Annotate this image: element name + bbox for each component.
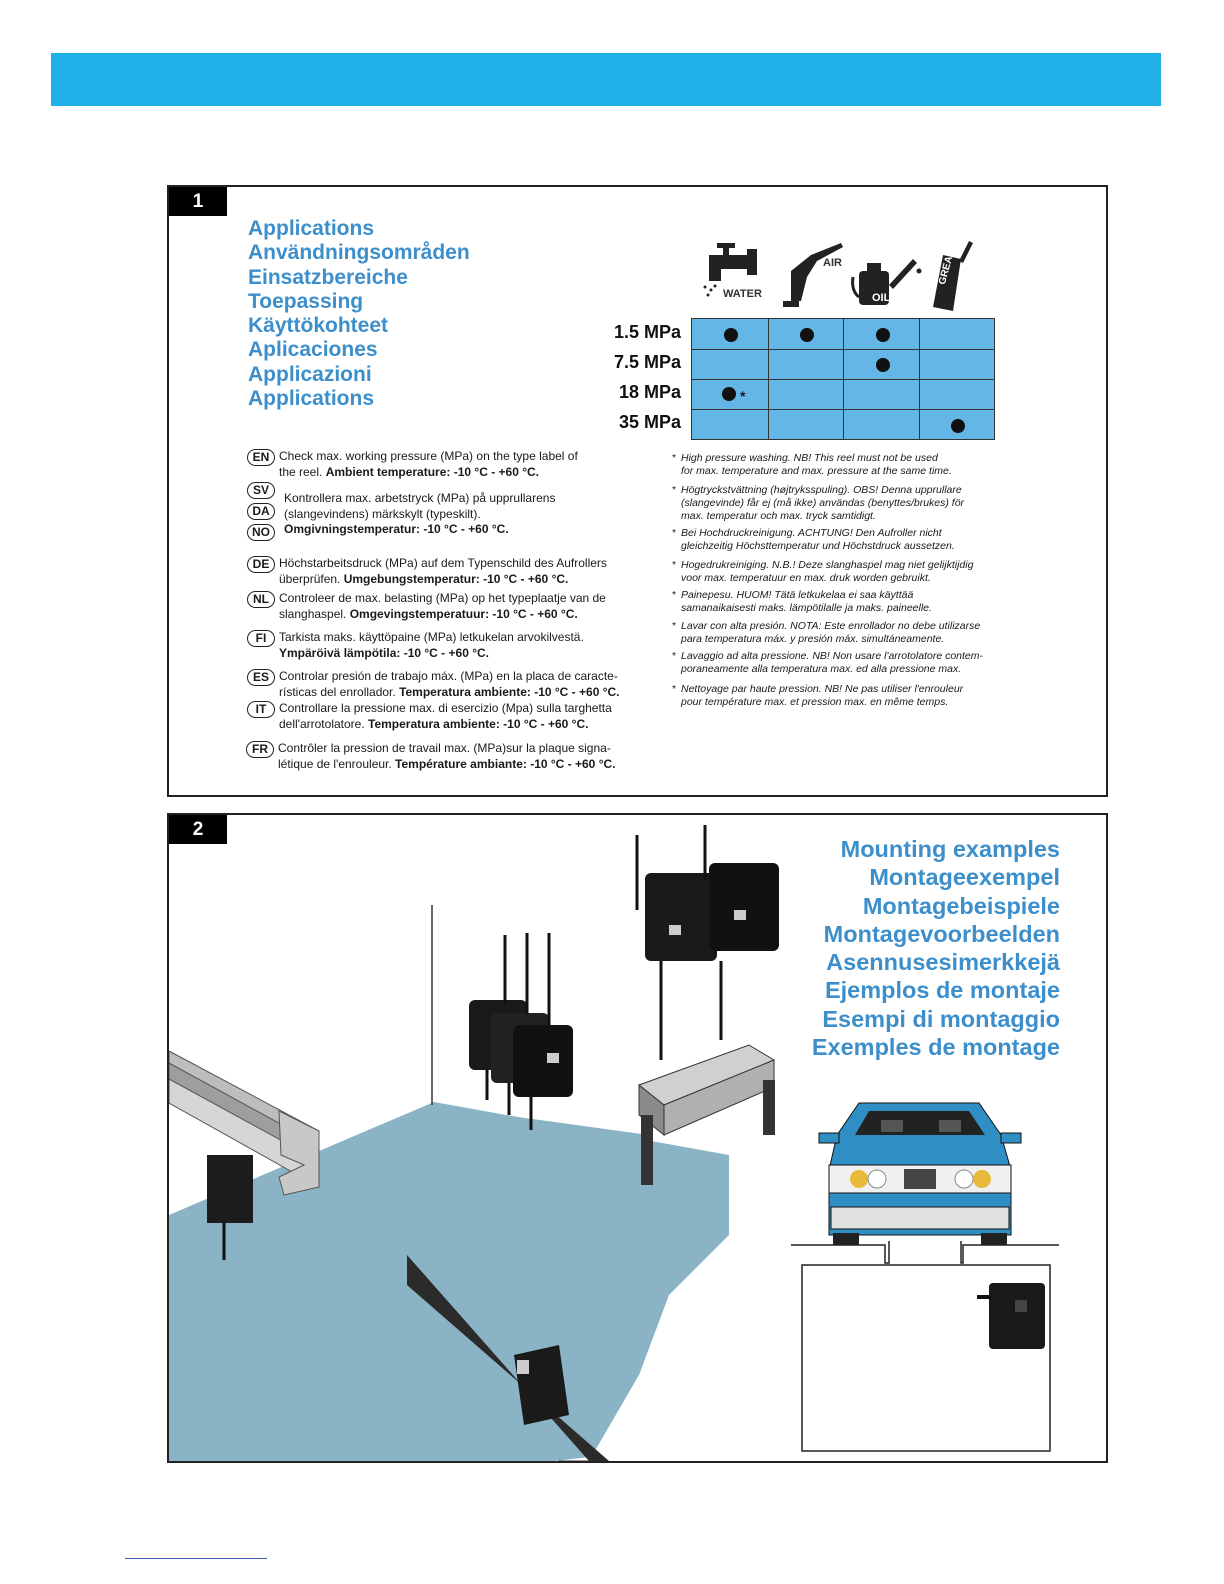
lang-text: (slangevindens) märkskylt (typeskilt). — [284, 506, 481, 521]
applicable-dot — [876, 358, 890, 372]
lang-temperature: Omgevingstemperatuur: -10 °C - +60 °C. — [349, 606, 578, 621]
mount-title: Asennusesimerkkejä — [826, 949, 1060, 976]
mount-title: Ejemplos de montaje — [824, 977, 1060, 1004]
lang-nl — [247, 591, 606, 622]
lang-code-badge: NL — [247, 591, 275, 608]
lang-de — [247, 556, 607, 587]
wall-reels-triple — [469, 933, 573, 1130]
water-label: WATER — [723, 288, 762, 300]
footnote: * Painepesu. HUOM! Tätä letkukelaa ei saa käyttää samanaikaisesti maks. lämpötilalle ja maks. paineelle. — [672, 589, 932, 614]
grease-label: GREASE — [937, 242, 959, 286]
header-banner — [51, 53, 1161, 106]
applicable-dot — [951, 419, 965, 433]
app-title: Applicazioni — [248, 362, 372, 386]
footnote-star: * — [740, 388, 746, 404]
applicable-dot — [800, 328, 814, 342]
mount-title: Esempi di montaggio — [822, 1005, 1060, 1032]
app-title: Applications — [248, 387, 375, 411]
lang-text: the reel. — [279, 464, 326, 479]
mounting-titles — [812, 835, 1060, 1061]
lang-code-badge: DE — [247, 556, 275, 573]
mount-title: Montagevoorbeelden — [823, 920, 1060, 947]
mounting-panel — [167, 813, 1108, 1463]
lang-temperature: Température ambiante: -10 °C - +60 °C. — [395, 756, 616, 771]
mount-title: Montagebeispiele — [862, 892, 1060, 919]
wall-reels-double — [637, 825, 779, 1060]
lang-fr — [246, 741, 616, 772]
footnote: * Bei Hochdruckreinigung. ACHTUNG! Den Aufroller nicht gleichzeitig Höchsttemperatur und Höchstdruck aussetzen. — [672, 527, 955, 552]
lang-text: Controllare la pressione max. di esercizio (Mpa) sulla targhetta — [279, 701, 612, 715]
lang-en — [247, 449, 578, 480]
applicable-dot — [722, 387, 736, 401]
lang-text: Controlar presión de trabajo máx. (MPa) en la placa de caracte- — [279, 669, 618, 683]
app-title: Käyttökohteet — [248, 314, 389, 338]
lang-text: Controleer de max. belasting (MPa) op het typeplaatje van de — [279, 591, 606, 605]
pressure-label: 7.5 MPa — [613, 352, 681, 372]
lang-text: Höchstarbeitsdruck (MPa) auf dem Typenschild des Aufrollers — [279, 556, 607, 570]
lang-code-badge: NO — [247, 524, 275, 541]
applications-titles — [248, 217, 470, 411]
lang-code-badge: IT — [247, 701, 275, 718]
lang-code-badge: SV — [247, 482, 275, 499]
lang-temperature: Temperatura ambiente: -10 °C - +60 °C. — [368, 716, 589, 731]
lang-code-badge: FI — [247, 630, 275, 647]
applications-panel — [167, 185, 1108, 797]
lang-text: Tarkista maks. käyttöpaine (MPa) letkukelan arvokilvestä. — [279, 630, 584, 644]
footnote: * Lavar con alta presión. NOTA: Este enrollador no debe utilizarse para temperatura máx. y presión máx. simultáneamente. — [672, 620, 981, 645]
footnote: * High pressure washing. NB! This reel must not be used for max. temperature and max. pressure at the same time. — [672, 452, 952, 477]
mount-title: Montageexempel — [869, 864, 1060, 891]
lang-code-badge: FR — [246, 741, 274, 758]
mount-title: Exemples de montage — [811, 1034, 1060, 1061]
lang-temperature: Ympäröivä lämpötila: -10 °C - +60 °C. — [279, 645, 489, 660]
footer-rule — [125, 1558, 267, 1559]
footnote: * Hogedrukreiniging. N.B.! Deze slanghaspel mag niet gelijktijdig voor max. temperatuur en max. druk worden gebruikt. — [672, 559, 974, 584]
lang-code-badge: DA — [247, 503, 275, 520]
air-gun-icon — [783, 243, 843, 307]
lang-es — [247, 669, 620, 700]
app-title: Toepassing — [248, 289, 364, 313]
applicable-dot — [876, 328, 890, 342]
lang-text: Check max. working pressure (MPa) on the type label of — [279, 449, 578, 463]
car-illustration — [819, 1103, 1021, 1245]
lang-fi — [247, 630, 584, 661]
oil-label: OIL — [872, 292, 891, 304]
lang-code-badge: EN — [247, 449, 275, 466]
panel-number-2: 2 — [169, 815, 227, 844]
footnote: * Lavaggio ad alta pressione. NB! Non usare l'arrotolatore contem- poraneamente alla temperatura max. ed alla pressione max. — [672, 650, 984, 675]
application-pressure-grid — [691, 318, 995, 440]
pressure-label: 18 MPa — [618, 382, 681, 402]
panel-number-1: 1 — [169, 187, 227, 216]
lang-text: létique de l'enrouleur. — [278, 756, 396, 771]
car-pit — [791, 1241, 1059, 1451]
app-title: Aplicaciones — [248, 338, 378, 362]
lang-temperature: Temperatura ambiente: -10 °C - +60 °C. — [399, 684, 620, 699]
lang-text: dell'arrotolatore. — [279, 716, 369, 731]
app-title: Einsatzbereiche — [248, 265, 408, 289]
lang-text: Kontrollera max. arbetstryck (MPa) på upprullarens — [284, 491, 556, 505]
pressure-label: 35 MPa — [618, 412, 681, 432]
app-title: Applications — [248, 217, 375, 240]
mount-title: Mounting examples — [840, 836, 1060, 862]
pressure-label: 1.5 MPa — [613, 322, 681, 342]
lang-text: Contrôler la pression de travail max. (MPa)sur la plaque signa- — [278, 741, 611, 755]
lang-text: slanghaspel. — [279, 606, 350, 621]
lang-temperature: Umgebungstemperatur: -10 °C - +60 °C. — [343, 571, 569, 586]
applicable-dot — [724, 328, 738, 342]
lang-temperature: Omgivningstemperatur: -10 °C - +60 °C. — [284, 522, 509, 536]
lang-code-badge: ES — [247, 669, 275, 686]
lang-text: rísticas del enrollador. — [279, 684, 400, 699]
lang-text: überprüfen. — [279, 571, 344, 586]
footnote: * Högtryckstvättning (højtryksspuling). OBS! Denna upprullare (slangevinde) får ej (må ikke) användas (benyttes/brukes) för max. temperatur och max. tryck samtidigt. — [672, 484, 965, 522]
air-label: AIR — [823, 257, 842, 269]
footnote: * Nettoyage par haute pression. NB! Ne pas utiliser l'enrouleur pour température max. et pression max. en même temps. — [672, 683, 964, 708]
lang-temperature: Ambient temperature: -10 °C - +60 °C. — [325, 464, 540, 479]
app-title: Användningsområden — [248, 241, 470, 265]
lang-it — [247, 701, 612, 732]
